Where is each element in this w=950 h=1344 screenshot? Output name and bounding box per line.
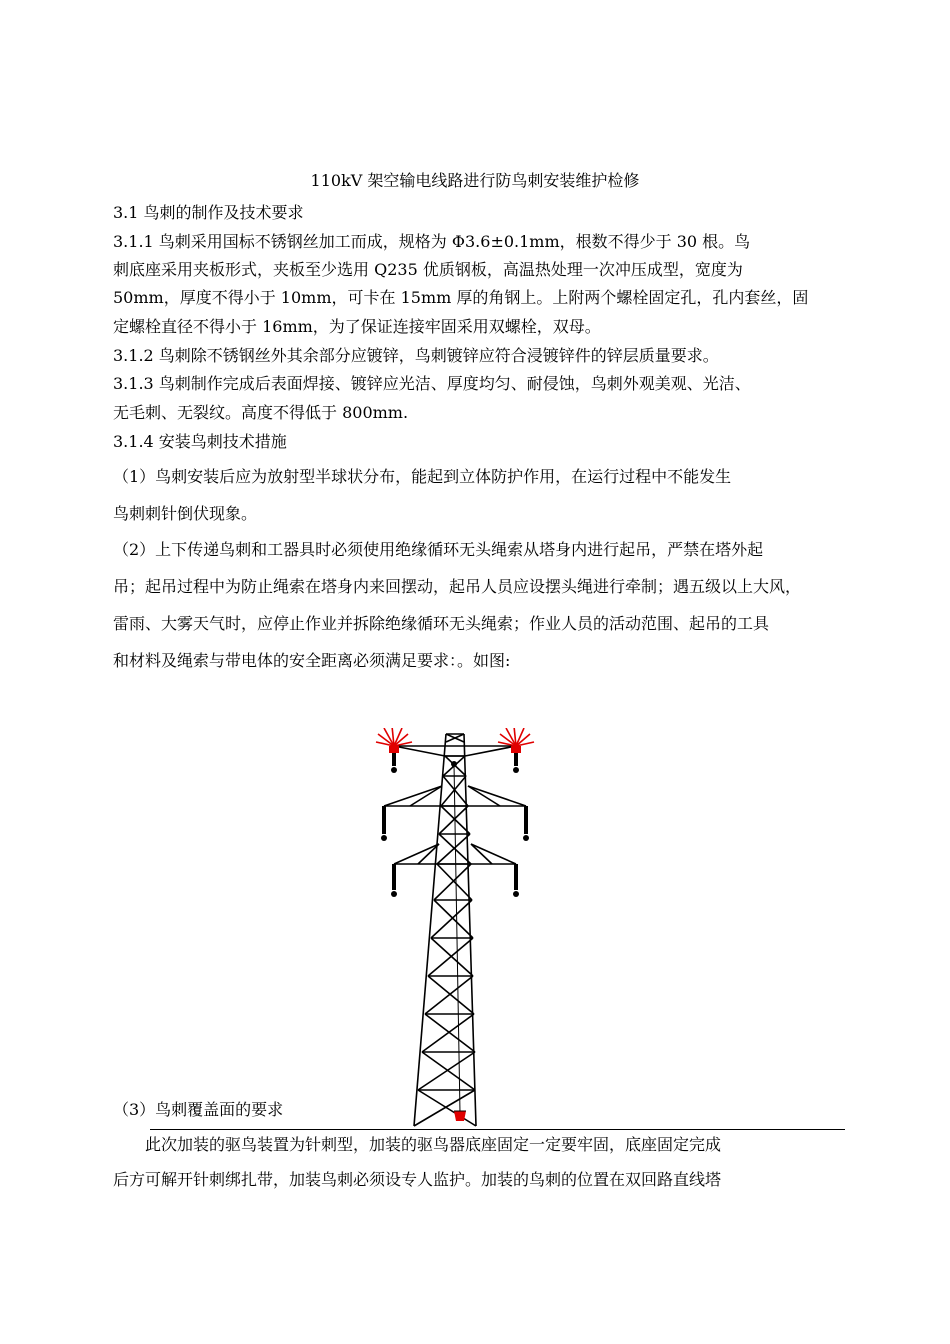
transmission-tower-figure [370,728,540,1133]
paragraph-line: 3.1.2 鸟刺除不锈钢丝外其余部分应镀锌，鸟刺镀锌应符合浸镀锌件的锌层质量要求。 [113,346,719,365]
paragraph-line: 刺底座采用夹板形式，夹板至少选用 Q235 优质钢板，高温热处理一次冲压成型，宽度为 [113,260,743,279]
paragraph-line: 3.1.1 鸟刺采用国标不锈钢丝加工而成，规格为 Φ3.6±0.1mm，根数不得少于 30 根。鸟 [113,232,751,251]
paragraph-line: 吊；起吊过程中为防止绳索在塔身内来回摆动，起吊人员应设摆头绳进行牵制；遇五级以上大风， [113,577,802,596]
bird-spike-right-icon [498,728,534,746]
page-title: 110kV 架空输电线路进行防鸟刺安装维护检修 [310,171,640,190]
paragraph-line: （2）上下传递鸟刺和工器具时必须使用绝缘循环无头绳索从塔身内进行起吊，严禁在塔外起 [113,540,764,559]
ground-line [150,1129,845,1130]
bird-spike-left-icon [376,728,412,746]
paragraph-line: （1）鸟刺安装后应为放射型半球状分布，能起到立体防护作用，在运行过程中不能发生 [113,467,732,486]
paragraph-line: 后方可解开针刺绑扎带，加装鸟刺必须设专人监护。加装的鸟刺的位置在双回路直线塔 [113,1170,722,1189]
paragraph-line: 和材料及绳索与带电体的安全距离必须满足要求：。如图: [113,651,511,670]
section-heading: （3）鸟刺覆盖面的要求 [113,1100,284,1119]
paragraph-line: 50mm，厚度不得小于 10mm，可卡在 15mm 厚的角钢上。上附两个螺栓固定孔，孔内套丝，固 [113,288,809,307]
paragraph-line: 定螺栓直径不得小于 16mm，为了保证连接牢固采用双螺栓，双母。 [113,317,601,336]
paragraph-line: 此次加装的驱鸟装置为针刺型，加装的驱鸟器底座固定一定要牢固，底座固定完成 [113,1135,722,1154]
paragraph-line: 鸟刺刺针倒伏现象。 [113,504,258,523]
section-heading: 3.1.4 安装鸟刺技术措施 [113,432,287,451]
paragraph-line: 无毛刺、无裂纹。高度不得低于 800mm. [113,403,409,422]
paragraph-line: 3.1.3 鸟刺制作完成后表面焊接、镀锌应光洁、厚度均匀、耐侵蚀，鸟刺外观美观、光洁、 [113,374,751,393]
section-heading: 3.1 鸟刺的制作及技术要求 [113,203,304,222]
paragraph-line: 雷雨、大雾天气时，应停止作业并拆除绝缘循环无头绳索；作业人员的活动范围、起吊的工具 [113,614,770,633]
